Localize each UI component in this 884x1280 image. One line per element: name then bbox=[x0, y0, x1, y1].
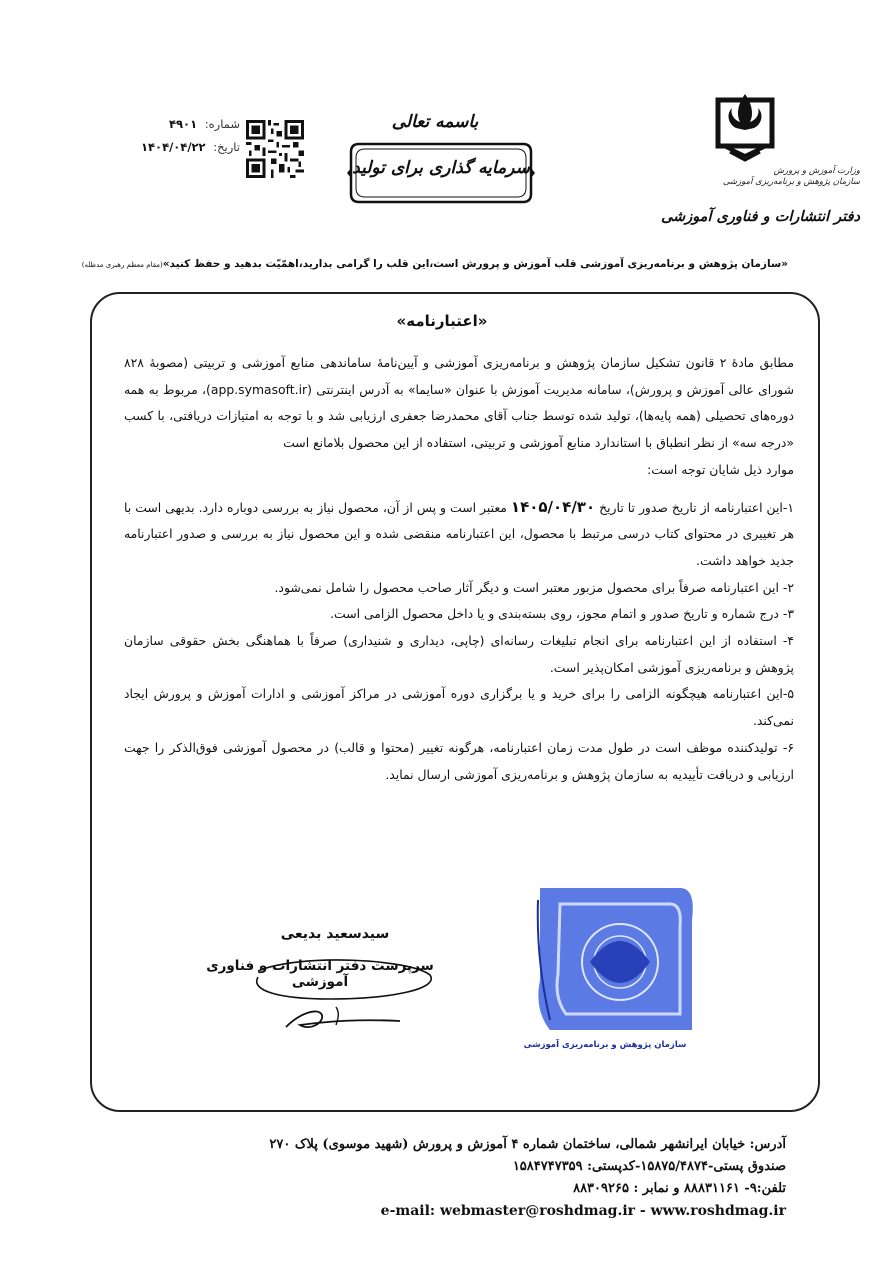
date-value: ۱۴۰۴/۰۴/۲۲ bbox=[141, 140, 206, 154]
ministry-line: سازمان پژوهش و برنامه‌ریزی آموزشی bbox=[722, 177, 860, 187]
header-quote bbox=[81, 258, 788, 270]
note-item-1-end: معتبر است و پس از آن، محصول نیاز به بررسی دوباره دارد. بدیهی است با هر تغییری در محتوای کتاب درسی مرتبط با محصول، این اعتبارنامه منقضی شده و این محصول نیاز به بررسی و صدور اعتبارنامه جدید خواهد داشت. bbox=[124, 499, 794, 568]
expiry-date: ۱۴۰۵/۰۴/۳۰ bbox=[510, 497, 596, 516]
seal-caption: سازمان پژوهش و برنامه‌ریزی آموزشی bbox=[523, 1040, 687, 1050]
office-name: دفتر انتشارات و فناوری آموزشی bbox=[660, 208, 860, 225]
note-item-1-start: ۱-این اعتبارنامه از تاریخ صدور تا تاریخ bbox=[595, 499, 794, 515]
note-item bbox=[124, 494, 794, 575]
footer-phone: تلفن:۹- ۸۸۸۳۱۱۶۱ و نمابر : ۸۸۳۰۹۲۶۵ bbox=[573, 1181, 786, 1196]
qr-code-icon bbox=[246, 120, 304, 178]
number-value: ۴۹۰۱ bbox=[169, 117, 198, 131]
slogan-text: سرمایه گذاری برای تولید bbox=[352, 158, 530, 178]
note-item: ۳- درج شماره و تاریخ صدور و اتمام مجوز، روی بسته‌بندی و یا داخل محصول الزامی است. bbox=[330, 606, 794, 622]
certificate-title: «اعتبارنامه» bbox=[396, 312, 488, 330]
footer-contact bbox=[230, 1134, 786, 1222]
signature-scribble bbox=[240, 955, 460, 1045]
letterhead-logo bbox=[660, 90, 860, 230]
number-label: شماره: bbox=[204, 117, 240, 131]
footer-address: آدرس: خیابان ایرانشهر شمالی، ساختمان شماره ۴ آموزش و پرورش (شهید موسوی) پلاک ۲۷۰ bbox=[269, 1137, 786, 1152]
quote-source: (مقام معظم رهبری مدظله) bbox=[81, 261, 163, 269]
signer-title: سرپرست دفتر انتشارات و فناوری آموزشی bbox=[206, 958, 434, 990]
date-label: تاریخ: bbox=[213, 140, 240, 154]
quote-text: «سازمان پژوهش و برنامه‌ریزی آموزشی قلب آموزش و پرورش است،این قلب را گرامی بدارید،اهمّیّت بدهید و حفظ کنید» bbox=[162, 258, 788, 270]
basmala: باسمه تعالی bbox=[391, 112, 479, 132]
organization-seal bbox=[530, 880, 700, 1040]
note-item: ۵-این اعتبارنامه هیچگونه الزامی را برای خرید و یا برگزاری دوره آموزشی در مراکز آموزشی و ادارات آموزش و پرورش ایجاد نمی‌کند. bbox=[124, 686, 794, 729]
note-item: ۶- تولیدکننده موظف است در طول مدت زمان اعتبارنامه، هرگونه تغییر (محتوا و قالب) در محصول آموزشی فوق‌الذکر را جهت ارزیابی و دریافت تأییدیه به سازمان پژوهش و برنامه‌ریزی آموزشی ارسال نماید. bbox=[124, 739, 794, 782]
footer-web-link[interactable]: e-mail: webmaster@roshdmag.ir - www.roshdmag.ir bbox=[380, 1203, 786, 1219]
note-item: ۴- استفاده از این اعتبارنامه برای انجام تبلیغات رسانه‌ای (چاپی، دیداری و شنیداری) صرفاً با هماهنگی بخش حقوقی سازمان پژوهش و برنامه‌ریزی آموزشی امکان‌پذیر است. bbox=[124, 633, 794, 675]
iran-emblem-icon bbox=[710, 90, 780, 162]
signer-name: سیدسعید بدیعی bbox=[280, 926, 390, 942]
letter-meta bbox=[108, 113, 240, 159]
certificate-body bbox=[124, 350, 794, 788]
ministry-line: وزارت آموزش و پرورش bbox=[773, 166, 860, 176]
footer-postal: صندوق پستی-۱۵۸۷۵/۴۸۷۴-کدپستی: ۱۵۸۴۷۴۷۳۵۹ bbox=[512, 1159, 786, 1174]
certificate-intro: مطابق مادۀ ۲ قانون تشکیل سازمان پژوهش و برنامه‌ریزی آموزشی و آیین‌نامۀ ساماندهی منابع آموزشی و تربیتی (مصوبۀ ۸۲۸ شورای عالی آموزش و پرورش)، سامانه مدیریت آموزش با عنوان «سایما» به آدرس اینترنتی (app.symasoft.ir)، مربوط به همه دوره‌های تحصیلی (همه پایه‌ها)، تولید شده توسط جناب آقای محمدرضا جعفری ارزیابی شد و با توجه به امتیازات دریافتی، با کسب «درجه سه» از نظر انطباق با استاندارد منابع آموزشی و تربیتی، استفاده از این محصول بلامانع است bbox=[124, 355, 794, 451]
slogan-stamp bbox=[345, 138, 537, 208]
note-item: ۲- این اعتبارنامه صرفاً برای محصول مزبور معتبر است و دیگر آثار صاحب محصول را شامل نمی‌شود. bbox=[274, 579, 794, 595]
letter-number-row bbox=[108, 113, 240, 136]
notes-list bbox=[124, 494, 794, 789]
notes-heading: موارد ذیل شایان توجه است: bbox=[647, 461, 794, 477]
letter-date-row bbox=[108, 136, 240, 159]
